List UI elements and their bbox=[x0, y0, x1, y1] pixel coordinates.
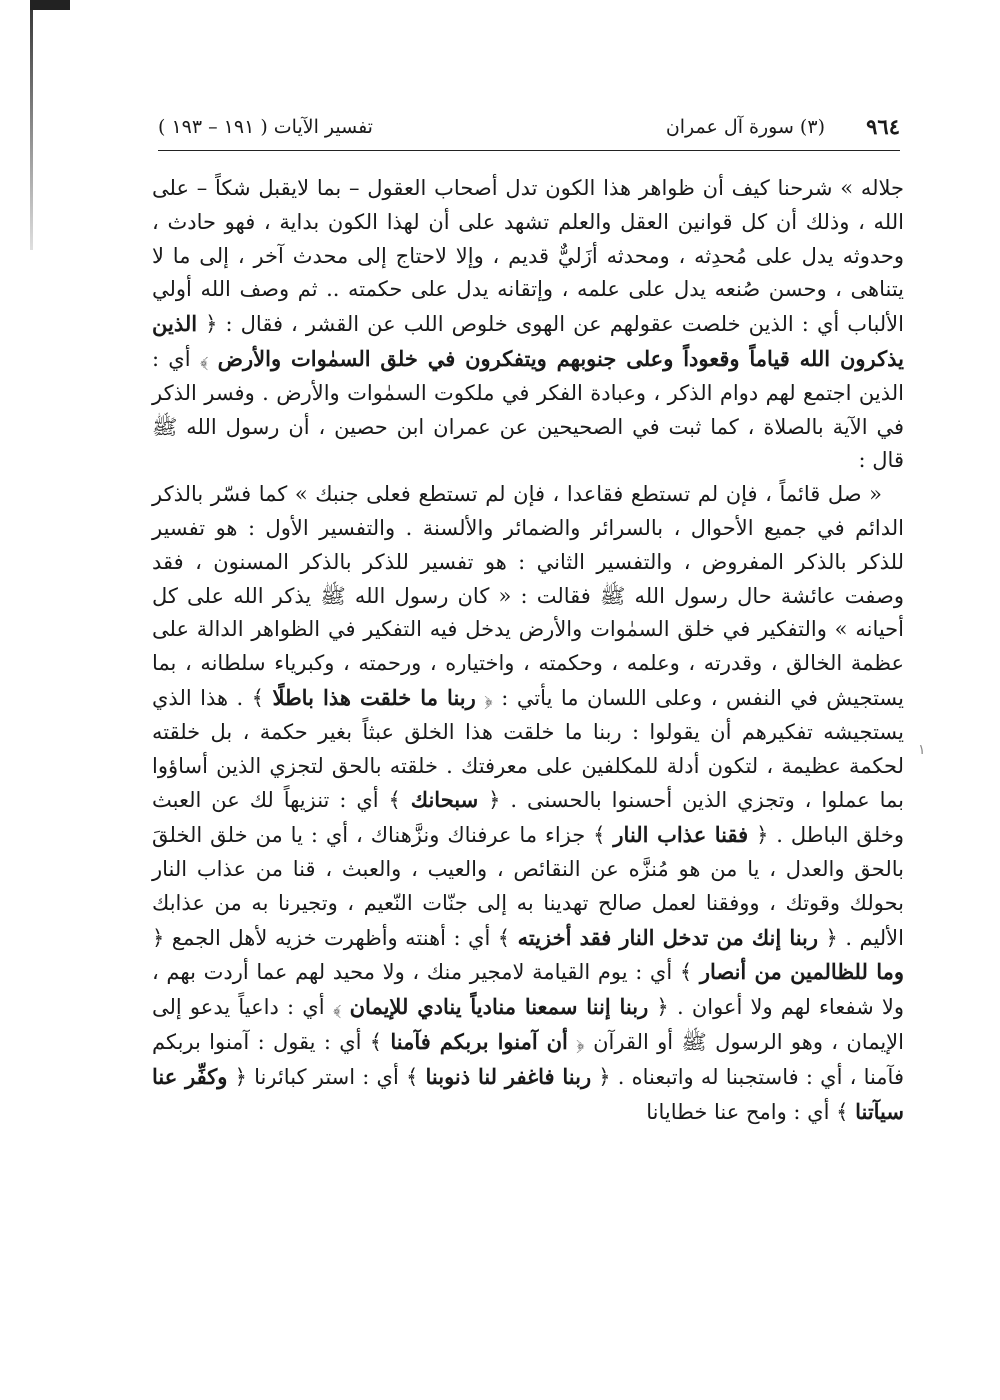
quran-verse-text: ربنا ما خلقت هذا باطلًا bbox=[272, 684, 476, 710]
margin-mark: ١ bbox=[918, 742, 926, 758]
quran-verse-text: ربنا فاغفر لنا ذنوبنا bbox=[425, 1063, 592, 1089]
scan-edge-mark bbox=[30, 0, 44, 250]
paragraph bbox=[152, 172, 904, 478]
commentary-text: ﴾ أي : استر كبائرنا ﴿ bbox=[227, 1064, 426, 1089]
body-text bbox=[152, 172, 904, 1129]
commentary-text: « صل قائماً ، فإن لم تستطع فقاعدا ، فإن لم تستطع فعلى جنبك » كما فسّر بالذكر الدائم في جميع الأحوال ، بالسرائر والضمائر والألسنة . والتفسير الأول : هو تفسير للذكر بالذكر المفروض ، والتفسير الثاني : هو تفسير للذكر بالذكر المسنون ، فقد وصفت عائشة حال رسول الله ﷺ فقالت : « كان رسول الله ﷺ يذكر الله على كل أحيانه » والتفكير في خلق السمٰوات والأرض يدخل فيه التفكير في الظواهر الدالة على عظمة الخالق ، وقدرته ، وعلمه ، وحكمته ، واختياره ، ورحمته ، وكبرياء سلطانه ، بما يستجيش في النفس ، وعلى اللسان ما يأتي : ﴿ bbox=[152, 482, 904, 710]
commentary-text: ﴾ أي : تنزيهاً لك عن العبث وخلق الباطل . ﴿ bbox=[152, 788, 904, 848]
scan-edge-bar bbox=[30, 0, 33, 250]
quran-verse-text: ربنا إنك من تدخل النار فقد أخزيته bbox=[517, 924, 819, 950]
header-rule bbox=[158, 150, 900, 151]
page-header bbox=[158, 108, 900, 150]
quran-verse-text: سبحانك bbox=[410, 787, 479, 813]
commentary-text: ﴾ جزاء ما عرفناك ونزَّهناك ، أي : يا من خلق الخلقَ بالحق والعدل ، يا من هو مُنزَّه عن النقائص ، والعيب ، والعبث ، قنا من عذاب النار بحولك وقوتك ، ووفقنا لعمل صالح تهدينا به إلى جنّات النّعيم ، وتجيرنا به من عذابك الأليم . ﴿ bbox=[152, 823, 904, 950]
quran-verse-text: وكفِّر عنا سيآتنا bbox=[152, 1063, 904, 1124]
commentary-text: ﴾ أي : وامح عنا خطايانا bbox=[646, 1099, 856, 1124]
commentary-text: ﴾ أي : يوم القيامة لامجير منك ، ولا محيد لهم عما أردت بهم ، ولا شفعاء لهم ولا أعوان . ﴿ bbox=[152, 960, 904, 1020]
commentary-text: ﴾ . هذا الذي يستجيشه تفكيرهم أن يقولوا : ربنا ما خلقت هذا الخلق عبثاً بغير حكمة ، بل خلقته لحكمة عظيمة ، لتكون أدلة للمكلفين على معرفتك . خلقته بالحق لتجزي الذين أساؤوا بما عملوا ، وتجزي الذين أحسنوا بالحسنى . ﴿ bbox=[152, 685, 904, 813]
page-number: ٩٦٤ bbox=[866, 114, 900, 139]
quran-verse-text: ربنا إننا سمعنا منادياً ينادي للإيمان bbox=[349, 994, 649, 1020]
quran-verse-text: وما للظالمين من أنصار bbox=[699, 959, 904, 985]
commentary-text: ﴾ أي : أهنته وأظهرت خزيه لأهل الجمع ﴿ bbox=[152, 925, 518, 950]
paragraph bbox=[152, 478, 904, 1129]
scan-edge-tick bbox=[30, 0, 70, 10]
commentary-text: ﴾ أي : داعياً يدعو إلى الإيمان ، وهو الرسول ﷺ أو القرآن ﴿ bbox=[152, 995, 904, 1054]
commentary-text: جلاله » شرحنا كيف أن ظواهر هذا الكون تدل أصحاب العقول – بما لايقبل شكاً – على الله ، وذلك أن كل قوانين العقل والعلم تشهد على أن لهذا الكون بداية ، فهو حادث ، وحدوثه يدل على مُحدِثه ، ومحدثه أزَليٌّ قديم ، وإلا لاحتاج إلى محدث آخر ، إلى ما لا يتناهى ، وحسن صُنعه يدل على علمه ، وإتقانه يدل على حكمته .. ثم وصف الله أولي الألباب أي : الذين خلصت عقولهم عن الهوى خلوص اللب عن القشر ، فقال : ﴿ bbox=[152, 176, 904, 337]
quran-verse-text: أن آمنوا بربكم فآمنا bbox=[390, 1028, 568, 1054]
verse-range: تفسير الآيات ( ١٩١ – ١٩٣ ) bbox=[158, 116, 373, 138]
quran-verse-text: الذين يذكرون الله قياماً وقعوداً وعلى جنوبهم ويتفكرون في خلق السمٰوات والأرض bbox=[152, 311, 904, 371]
commentary-text: ﴾ أي : يقول : آمنوا بربكم فآمنا ، أي : فاستجبنا له واتبعناه . ﴿ bbox=[152, 1029, 904, 1089]
commentary-text: ﴾ أي : الذين اجتمع لهم دوام الذكر ، وعبادة الفكر في ملكوت السمٰوات والأرض . وفسر الذكر في الآية بالصلاة ، كما ثبت في الصحيحين عن عمران ابن حصين ، أن رسول الله ﷺ قال : bbox=[152, 346, 904, 473]
quran-verse-text: فقنا عذاب النار bbox=[613, 822, 749, 848]
surah-title: (٣) سورة آل عمران bbox=[665, 116, 825, 138]
